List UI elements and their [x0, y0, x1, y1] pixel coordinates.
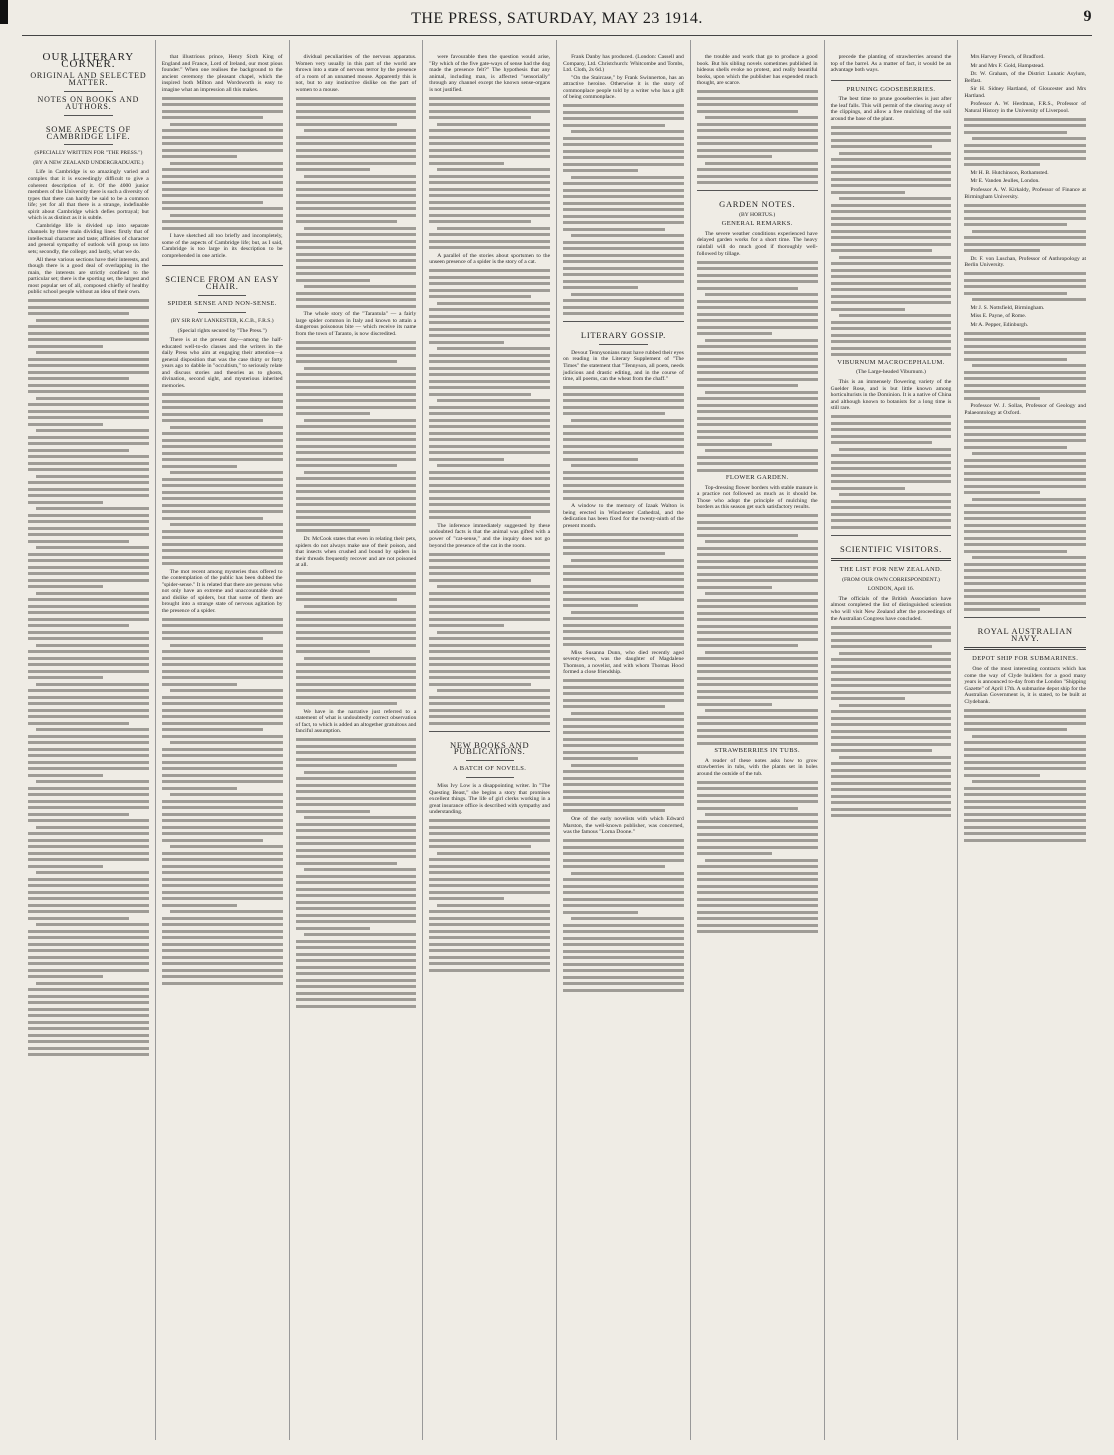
list-item: Sir H. Sidney Hartland, of Gloucester and Mrs Hartland. [964, 86, 1086, 99]
section-heading-viburnum: VIBURNUM MACROCEPHALUM. [837, 358, 945, 366]
list-item: Mr E. Vanden Jeulles, London. [970, 178, 1040, 185]
section-heading-flower-garden: FLOWER GARDEN. [725, 474, 789, 482]
article-title-garden-notes: GARDEN NOTES. [719, 199, 796, 210]
body-text-block [697, 781, 818, 934]
paragraph: The officials of the British Association have almost completed the list of distinguished scientists who will visit New Zealand after the proceedings of the Australian Congress have concluded. [830, 595, 952, 622]
special-note: (SPECIALLY WRITTEN FOR "THE PRESS.") [34, 150, 143, 157]
masthead-title: THE PRESS, SATURDAY, MAY 23 1914. [411, 10, 703, 27]
paragraph: The whole story of the "Tarantula" — a fairly large spider common in Italy and known to attain a dangerous poisonous bite — which receive its name from the town of Taranto, is now discredited. [295, 311, 417, 337]
divider [831, 558, 952, 561]
article-title-cambridge: SOME ASPECTS OF CAMBRIDGE LIFE. [45, 124, 131, 141]
masthead [0, 10, 1114, 36]
article-subtitle: DEPOT SHIP FOR SUBMARINES. [972, 655, 1079, 663]
divider [831, 535, 952, 536]
divider [697, 190, 818, 191]
paragraph: were favourable then the question would arise, "By which of the five gate-ways of sense had the dog made the presence felt?" The hypothesis that any animal, including man, is affected "sensorially" through any channel except the known sense-organs is not justified. [429, 54, 551, 93]
column-2 [156, 40, 290, 1440]
body-text-block [429, 553, 550, 725]
body-text-block [296, 572, 417, 705]
body-text-block [429, 269, 550, 519]
body-text-block [563, 839, 684, 992]
paragraph: that illustrious prince, Henry Sixth King of England and France, Lord of Ireland, our most pious founder." When one realises the background to the ancient ceremony the pleasant chapel, which the inspired both Milton and Wordsworth is easy to imagine what an impression all this makes. [161, 54, 283, 93]
article-subtitle: A BATCH OF NOVELS. [453, 764, 527, 772]
divider [831, 80, 952, 81]
visitors-list [964, 54, 1086, 611]
paragraph: Devout Tennysonians must have rubbed their eyes on reading in the Literary Supplement of "The Times" the statement that "Tennyson, all poets, needs judicious and drastic editing, and in the course of time, all poems, can the wheat from the chaff." [563, 349, 684, 383]
list-item: Professor A. W. Herdman, F.R.S., Professor of Natural History in the University of Liverpool. [964, 101, 1086, 114]
paragraph: A reader of these notes asks how to grow strawberries in tubs, with the plants set in holes around the outside of the tub. [696, 757, 818, 777]
paragraph: All these various sections have their interests, and though there is a good deal of overlapping in the main, the interests are strictly confined to the particular set; there is the sporting set, the largest and most popular set of all, composed chiefly of healthy public school people without an idea of their own. [28, 256, 149, 296]
divider [198, 295, 246, 296]
divider [599, 344, 647, 345]
divider [466, 760, 514, 761]
rights-note: (Special rights secured by "The Press.") [177, 327, 267, 334]
body-text-block [296, 738, 417, 1008]
paragraph: This is an immensely flowering variety of the Guelder Rose, and is but little known among horticulturists in the Dominion. It is a native of China and although known to botanists for a long time is still rare. [830, 378, 952, 412]
body-text-block [296, 97, 417, 308]
paragraph: Frank Danby has produced. (London: Cassell and Company, Ltd. Christchurch: Whitcombe and Tombs, Ltd. Cloth, 2s 6d.) [563, 54, 684, 74]
paragraph: Life in Cambridge is so amazingly varied and complex that it is exceedingly difficult to give a coherent description of it. Of the 4000 junior members of the University there is such a diversity of types that there can hardly be said to be a common life; yet for all that there is a strange, indefinable spirit about Cambridge which defies portrayal; but which is as distinct as it is subtle. [28, 169, 149, 222]
list-item: Mr J. S. Nottsfield, Birmingham. [970, 304, 1045, 311]
paragraph: A window to the memory of Izaak Walton is being erected in Winchester Cathedral, and the dedication has been fixed for the twenty-ninth of the present month. [563, 503, 684, 529]
article-title-scientific-visitors: SCIENTIFIC VISITORS. [839, 543, 942, 554]
subtitle: (The Large-headed Viburnum.) [856, 369, 926, 376]
paragraph: One of the early novelists with which Edward Marston, the well-known publisher, was concerned, was the famous "Lorna Doone." [563, 815, 684, 836]
byline: (BY A NEW ZEALAND UNDERGRADUATE.) [33, 159, 144, 166]
paragraph: The severe weather conditions experienced have delayed garden works for a short time. The heavy rainfall will do much good if thoroughly well-followed by tillage. [696, 230, 818, 257]
body-text-block [28, 299, 149, 1056]
masthead-rule [22, 35, 1092, 36]
article-title-royal-australian-navy: ROYAL AUSTRALIAN NAVY. [977, 626, 1073, 643]
section-subheading-2: NOTES ON BOOKS AND AUTHORS. [37, 95, 140, 111]
paragraph: The best time to prune gooseberries is just after the leaf falls. This will permit of the clearing away of the clippings, and allow a free mulching of the soil around the base of the plant. [830, 96, 952, 122]
section-heading-literary-corner: OUR LITERARY CORNER. [42, 51, 135, 70]
column-7 [825, 40, 959, 1440]
body-text-block [563, 679, 684, 812]
list-item: Mrs Harvey French, of Bradford. [970, 54, 1045, 60]
divider [466, 777, 514, 778]
paragraph: We have in the narrative just referred to a statement of what is undoubtedly correct observation of fact, to which is added an altogether gratuitous and fanciful assumption. [295, 708, 417, 735]
list-item: Professor A. W. Kirkaldy, Professor of Finance at Birmingham University. [964, 186, 1086, 200]
divider [429, 731, 550, 732]
column-3 [290, 40, 424, 1440]
divider [162, 265, 283, 266]
body-text-block [162, 618, 283, 985]
paragraph: There is at the present day—among the half-educated well-to-do classes and the writers in the daily Press who aim at engaging their attention—a general disposition that was the case thirty or forty years ago to dabble in "occultism," to seriously relate and discuss stories and theories as to ghosts, divination, second sight, and mysterious inherited memories. [161, 337, 283, 390]
paragraph: dividual peculiarities of the nervous apparatus. Women very usually in this part of the world are thrown into a state of nervous terror by the presence of a room of an unnamed mouse. Apparently this is not, but to any instinctive dislike on the part of women to a mouse. [295, 54, 417, 93]
byline: (BY SIR RAY LANKESTER, K.C.B., F.R.S.) [170, 318, 274, 325]
list-item: Mr A. Pepper, Edinburgh. [970, 321, 1029, 328]
column-4 [423, 40, 557, 1440]
divider [563, 321, 684, 322]
paragraph: A parallel of the stories about sportsmen to the unseen presence of a spider is the story of a cat. [429, 252, 551, 266]
paragraph: Top-dressing flower borders with stable manure is a practice not followed as much as it should be. Those who adopt the principle of mulching the borders as this season get such satisfactory results. [696, 484, 818, 511]
divider [964, 647, 1086, 650]
body-text-block [563, 104, 684, 315]
paragraph: One of the most interesting contracts which has come the way of Clyde builders for a good many years is announced to-day from the London "Shipping Gazette" of April 17th. A submarine depot ship for the Australian Government is, it is stated, to be built at Clydebank. [964, 666, 1086, 705]
column-6 [691, 40, 825, 1440]
divider [64, 115, 112, 116]
article-title-science: SCIENCE FROM AN EASY CHAIR. [165, 274, 280, 292]
byline: (BY HORTUS.) [739, 211, 776, 218]
body-text-block [162, 393, 283, 565]
body-text-block [964, 709, 1086, 842]
page-number: 9 [1083, 8, 1092, 25]
list-item: Mr H. B. Hutchinson, Rothamsted. [970, 169, 1049, 176]
article-subtitle: GENERAL REMARKS. [721, 220, 793, 228]
list-item: Professor W. J. Sollas, Professor of Geology and Palaeontology at Oxford. [964, 403, 1086, 416]
dateline: LONDON, April 16. [867, 586, 915, 593]
section-subheading: ORIGINAL AND SELECTED MATTER. [30, 71, 147, 87]
body-text-block [429, 97, 550, 250]
body-text-block [429, 819, 550, 972]
divider [964, 617, 1086, 618]
body-text-block [697, 261, 818, 472]
paragraph: I have sketched all too briefly and incompletely, some of the aspects of Cambridge life; but, as I said, Cambridge is too large in its description to be comprehended in one article. [161, 233, 283, 259]
section-heading-pruning: PRUNING GOOSEBERRIES. [846, 85, 936, 93]
columns [22, 40, 1092, 1440]
list-item: Mr and Mrs F. Gold, Hampstead. [970, 62, 1045, 69]
paragraph: The inference immediately suggested by these undoubted facts is that the animal was gifted with a power of "cat-sense," and the inquiry does not go beyond the presence of the cat in the room. [429, 522, 551, 549]
body-text-block [831, 415, 952, 529]
list-item: Miss E. Payne, of Rome. [970, 313, 1027, 320]
paragraph: Miss Ivy Low is a disappointing writer. In "The Questing Beast," she begins a story that promises excellent things. The life of girl clerks working in a great insurance office is described with sympathy and understanding. [429, 783, 551, 816]
body-text-block [831, 126, 952, 357]
body-text-block [563, 386, 684, 500]
column-1 [22, 40, 156, 1440]
column-8 [958, 40, 1092, 1440]
body-text-block [697, 514, 818, 745]
body-text-block [162, 97, 283, 230]
body-text-block [831, 626, 952, 818]
paragraph: Miss Susanna Dunn, who died recently aged seventy-seven, was the daughter of Magdalene Thomson, a novelist, and with whom Thomas Hood formed a close friendship. [563, 649, 684, 676]
divider [64, 144, 112, 145]
list-item: Dr. W. Graham, of the District Lunatic Asylum, Belfast. [964, 71, 1086, 84]
article-subtitle: THE LIST FOR NEW ZEALAND. [839, 566, 943, 574]
body-text-block [296, 341, 417, 533]
divider [64, 91, 112, 92]
paragraph: Cambridge life is divided up into separate channels by three main dividing lines: firstly that of intellectual character and taste; affinities of character and general sympathy of outlook will group us into sets; secondly, the college; and lastly, what we do. [28, 222, 149, 256]
paragraph: The mot recent among mysteries thus offered to the contemplation of the public has been dubbed the "spider-sense." It is related that there are persons who not only have an extreme and unaccountable dread and dislike of spiders, but that some of them are brought into a strange state of nervous agitation by the presence of a spider. [161, 568, 283, 614]
body-text-block [697, 90, 818, 184]
correspondent-note: (FROM OUR OWN CORRESPONDENT.) [842, 576, 940, 583]
list-item: Dr. F. von Luschan, Professor of Anthropology at Berlin University. [964, 255, 1086, 269]
paragraph: the trouble and work that go to produce a good book. But his sibling novels sometimes published in hideous shells evoke no protest, and really beautiful books, upon which the publisher has expended much thought, are scarce. [696, 54, 818, 87]
paragraph: Dr. McCook states that even in relating their pets, spiders do not always make use of their poison, and that insects when crushed and bound by spiders in their threads frequently recover and are not poisoned at all. [295, 535, 417, 569]
paragraph: precede the planting of strawberries around the top of the barrel. As a matter of fact, it would be an advantage both ways. [830, 54, 952, 74]
article-title-new-books: NEW BOOKS AND PUBLICATIONS. [450, 739, 530, 757]
body-text-block [563, 533, 684, 647]
divider [198, 312, 246, 313]
column-5 [557, 40, 691, 1440]
article-title-literary-gossip: LITERARY GOSSIP. [580, 330, 666, 341]
article-subtitle: SPIDER SENSE AND NON-SENSE. [167, 299, 277, 307]
section-heading-strawberries: STRAWBERRIES IN TUBS. [714, 747, 800, 755]
paragraph: "On the Staircase," by Frank Swinnerton, has an attractive heroine. Otherwise it is the story of commonplace people told by a writer who has a gift of being commonplace. [563, 74, 684, 101]
